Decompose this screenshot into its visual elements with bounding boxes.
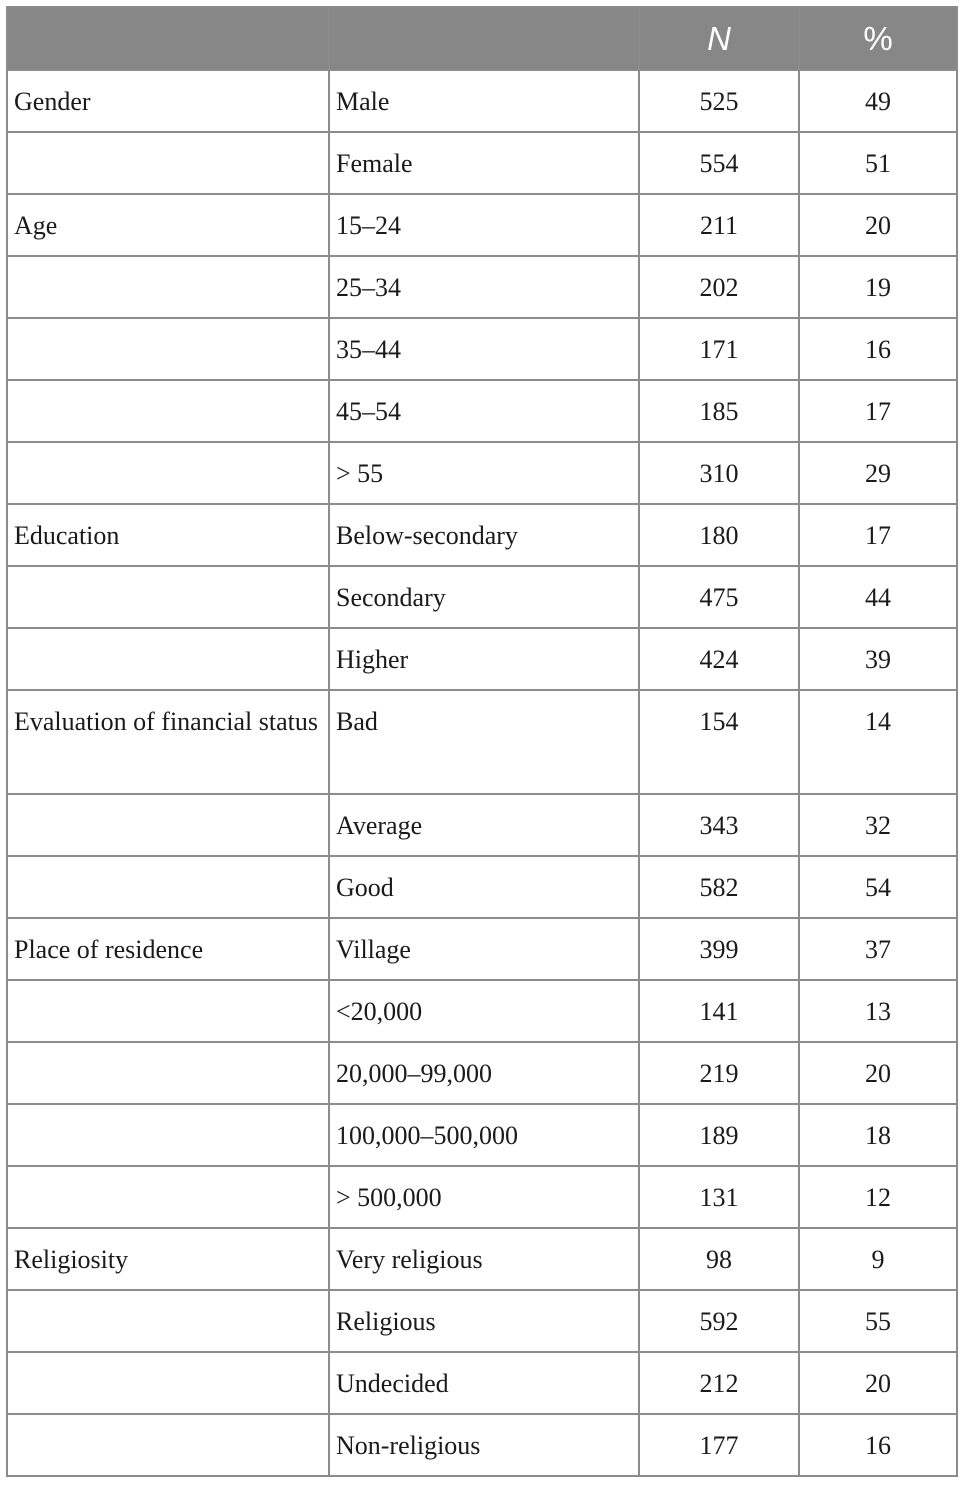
- percent-cell: 51: [799, 132, 957, 194]
- subgroup-cell: Female: [329, 132, 639, 194]
- n-cell: 219: [639, 1042, 799, 1104]
- percent-cell: 16: [799, 318, 957, 380]
- category-cell: Place of residence: [7, 918, 329, 980]
- table-row: [7, 504, 957, 566]
- percent-cell: 20: [799, 194, 957, 256]
- category-cell: Religiosity: [7, 1228, 329, 1290]
- subgroup-cell: Average: [329, 794, 639, 856]
- n-cell: 177: [639, 1414, 799, 1476]
- table-body: [7, 70, 957, 1476]
- n-cell: 475: [639, 566, 799, 628]
- subgroup-cell: Bad: [329, 690, 639, 794]
- percent-cell: 29: [799, 442, 957, 504]
- category-cell: [7, 1352, 329, 1414]
- table-row: [7, 70, 957, 132]
- category-cell: Education: [7, 504, 329, 566]
- percent-cell: 55: [799, 1290, 957, 1352]
- category-cell: Age: [7, 194, 329, 256]
- subgroup-cell: Undecided: [329, 1352, 639, 1414]
- subgroup-cell: Very religious: [329, 1228, 639, 1290]
- table-row: [7, 256, 957, 318]
- percent-cell: 16: [799, 1414, 957, 1476]
- table-row: [7, 1042, 957, 1104]
- category-cell: [7, 980, 329, 1042]
- percent-cell: 20: [799, 1042, 957, 1104]
- n-cell: 185: [639, 380, 799, 442]
- table-row: [7, 1104, 957, 1166]
- n-cell: 180: [639, 504, 799, 566]
- percent-cell: 49: [799, 70, 957, 132]
- header-subgroup: [329, 7, 639, 70]
- percent-cell: 39: [799, 628, 957, 690]
- subgroup-cell: > 55: [329, 442, 639, 504]
- n-cell: 310: [639, 442, 799, 504]
- category-cell: [7, 1166, 329, 1228]
- category-cell: [7, 318, 329, 380]
- percent-cell: 14: [799, 690, 957, 794]
- table-row: [7, 690, 957, 794]
- table-row: [7, 132, 957, 194]
- category-cell: [7, 1414, 329, 1476]
- table-row: [7, 194, 957, 256]
- category-cell: [7, 1042, 329, 1104]
- n-cell: 189: [639, 1104, 799, 1166]
- subgroup-cell: 15–24: [329, 194, 639, 256]
- category-cell: [7, 628, 329, 690]
- category-cell: [7, 132, 329, 194]
- category-cell: [7, 566, 329, 628]
- subgroup-cell: > 500,000: [329, 1166, 639, 1228]
- n-cell: 399: [639, 918, 799, 980]
- n-cell: 582: [639, 856, 799, 918]
- subgroup-cell: 35–44: [329, 318, 639, 380]
- category-cell: [7, 256, 329, 318]
- category-cell: Evaluation of financial status: [7, 690, 329, 794]
- table-row: [7, 442, 957, 504]
- category-cell: [7, 1104, 329, 1166]
- table-row: [7, 628, 957, 690]
- subgroup-cell: Village: [329, 918, 639, 980]
- percent-cell: 32: [799, 794, 957, 856]
- table-row: [7, 380, 957, 442]
- category-cell: [7, 380, 329, 442]
- subgroup-cell: 45–54: [329, 380, 639, 442]
- table-row: [7, 566, 957, 628]
- n-cell: 525: [639, 70, 799, 132]
- n-cell: 202: [639, 256, 799, 318]
- n-cell: 343: [639, 794, 799, 856]
- n-cell: 424: [639, 628, 799, 690]
- subgroup-cell: Male: [329, 70, 639, 132]
- subgroup-cell: Higher: [329, 628, 639, 690]
- percent-cell: 20: [799, 1352, 957, 1414]
- n-cell: 98: [639, 1228, 799, 1290]
- header-n: N: [639, 7, 799, 70]
- n-cell: 171: [639, 318, 799, 380]
- n-cell: 141: [639, 980, 799, 1042]
- n-cell: 211: [639, 194, 799, 256]
- table-row: [7, 794, 957, 856]
- percent-cell: 37: [799, 918, 957, 980]
- category-cell: [7, 1290, 329, 1352]
- sample-characteristics-table: [6, 6, 958, 1477]
- table-row: [7, 918, 957, 980]
- header-category: [7, 7, 329, 70]
- percent-cell: 12: [799, 1166, 957, 1228]
- percent-cell: 17: [799, 504, 957, 566]
- table-row: [7, 1290, 957, 1352]
- category-cell: [7, 856, 329, 918]
- n-cell: 212: [639, 1352, 799, 1414]
- n-cell: 131: [639, 1166, 799, 1228]
- percent-cell: 54: [799, 856, 957, 918]
- n-cell: 592: [639, 1290, 799, 1352]
- subgroup-cell: Non-religious: [329, 1414, 639, 1476]
- subgroup-cell: 25–34: [329, 256, 639, 318]
- table-row: [7, 1352, 957, 1414]
- subgroup-cell: Secondary: [329, 566, 639, 628]
- table-row: [7, 1228, 957, 1290]
- header-row: [7, 7, 957, 70]
- table-row: [7, 318, 957, 380]
- sample-characteristics-table-container: [6, 6, 956, 1477]
- percent-cell: 17: [799, 380, 957, 442]
- subgroup-cell: Below-secondary: [329, 504, 639, 566]
- subgroup-cell: 20,000–99,000: [329, 1042, 639, 1104]
- n-cell: 154: [639, 690, 799, 794]
- percent-cell: 9: [799, 1228, 957, 1290]
- table-row: [7, 980, 957, 1042]
- category-cell: [7, 794, 329, 856]
- category-cell: Gender: [7, 70, 329, 132]
- table-row: [7, 856, 957, 918]
- percent-cell: 44: [799, 566, 957, 628]
- percent-cell: 19: [799, 256, 957, 318]
- percent-cell: 13: [799, 980, 957, 1042]
- percent-cell: 18: [799, 1104, 957, 1166]
- table-row: [7, 1414, 957, 1476]
- table-row: [7, 1166, 957, 1228]
- header-percent: %: [799, 7, 957, 70]
- subgroup-cell: Good: [329, 856, 639, 918]
- table-header: [7, 7, 957, 70]
- n-cell: 554: [639, 132, 799, 194]
- subgroup-cell: Religious: [329, 1290, 639, 1352]
- subgroup-cell: <20,000: [329, 980, 639, 1042]
- subgroup-cell: 100,000–500,000: [329, 1104, 639, 1166]
- category-cell: [7, 442, 329, 504]
